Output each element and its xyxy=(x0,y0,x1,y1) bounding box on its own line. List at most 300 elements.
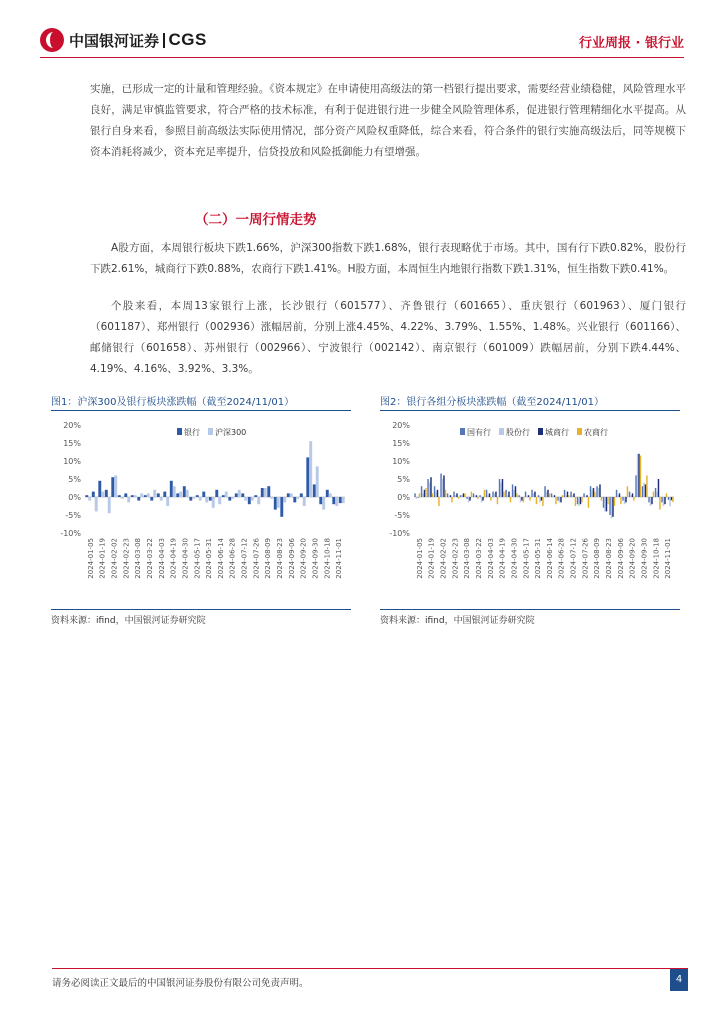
bar-2-2-26 xyxy=(586,495,587,497)
bar-2-0-4 xyxy=(440,474,441,497)
bar-1-0-4 xyxy=(111,477,114,497)
bar-2-3-35 xyxy=(646,475,647,497)
y-tick-label: 0% xyxy=(68,493,81,502)
bar-1-1-19 xyxy=(212,497,215,508)
x-tick-label: 2024-10-18 xyxy=(652,538,661,579)
page-number: 4 xyxy=(670,969,688,991)
bar-2-0-3 xyxy=(434,486,435,497)
bar-2-3-38 xyxy=(666,493,667,497)
x-tick-label: 2024-04-30 xyxy=(510,538,519,579)
bar-2-2-0 xyxy=(417,497,418,498)
bar-2-2-39 xyxy=(671,497,672,500)
x-tick-label: 2024-05-17 xyxy=(522,538,531,579)
figure-1-chart xyxy=(51,413,351,607)
bar-2-3-16 xyxy=(523,497,524,502)
bar-1-1-32 xyxy=(296,497,299,499)
bar-2-1-28 xyxy=(598,488,599,497)
bar-2-1-27 xyxy=(591,490,592,497)
paragraph-stock-movers: 个股来看，本周13家银行上涨，长沙银行（601577）、齐鲁银行（601665）、重庆银行（601963）、厦门银行（601187）、郑州银行（002936）涨幅居前，分别上涨4.45%、4.22%、3.79%、1.55%、1.48%。兴业银行（601166）、邮储银行（601658）、苏州银行（002966）、宁波银行（002142）、南京银行（601009）跌幅居前，分别下跌4.44%、4.19%、4.16%、3.92%、3.3%。 xyxy=(90,300,686,375)
bar-2-0-23 xyxy=(564,490,565,497)
bar-1-0-33 xyxy=(300,493,303,497)
bar-1-1-12 xyxy=(166,497,169,506)
x-tick-label: 2024-05-31 xyxy=(205,538,214,579)
bar-1-0-1 xyxy=(92,492,95,497)
bar-2-3-3 xyxy=(438,497,439,506)
x-tick-label: 2024-07-26 xyxy=(581,538,590,579)
report-type: 行业周报 · 银行业 xyxy=(579,36,684,51)
bar-1-1-15 xyxy=(186,490,189,497)
bar-2-1-6 xyxy=(455,495,456,497)
bar-2-1-9 xyxy=(474,497,475,498)
bar-2-3-29 xyxy=(607,497,608,504)
bar-2-3-30 xyxy=(614,497,615,506)
bar-1-1-7 xyxy=(134,495,137,497)
bar-1-0-26 xyxy=(254,495,257,497)
bar-2-0-0 xyxy=(414,493,415,497)
bar-2-3-0 xyxy=(419,493,420,497)
bar-2-1-3 xyxy=(435,492,436,497)
bar-2-1-32 xyxy=(624,497,625,504)
logo-chinese-name: 中国银河证券 xyxy=(69,31,160,50)
bar-2-0-34 xyxy=(635,475,636,497)
bar-2-3-20 xyxy=(549,493,550,497)
bar-1-0-3 xyxy=(105,490,108,497)
y-tick-label: -5% xyxy=(394,511,410,520)
bar-2-1-31 xyxy=(617,495,618,497)
bar-2-0-15 xyxy=(512,484,513,497)
galaxy-logo-icon xyxy=(40,28,64,52)
x-tick-label: 2024-07-12 xyxy=(240,538,249,579)
bar-1-1-35 xyxy=(316,466,319,497)
bar-2-1-30 xyxy=(611,497,612,519)
bar-2-2-11 xyxy=(489,493,490,497)
bar-2-1-8 xyxy=(468,497,469,502)
figure-2-title: 图2：银行各组分板块涨跌幅（截至2024/11/01） xyxy=(380,393,680,411)
bar-2-3-39 xyxy=(672,497,673,502)
bar-2-2-4 xyxy=(443,475,444,497)
bar-2-3-13 xyxy=(503,492,504,497)
bar-2-3-22 xyxy=(562,495,563,497)
bar-2-0-6 xyxy=(453,492,454,497)
bar-1-0-13 xyxy=(170,481,173,497)
y-tick-label: -10% xyxy=(389,529,410,538)
figure-1 xyxy=(51,393,351,627)
bar-2-2-2 xyxy=(430,477,431,497)
bar-1-1-25 xyxy=(251,497,254,501)
bar-2-1-39 xyxy=(669,497,670,506)
bar-2-2-6 xyxy=(456,493,457,497)
bar-2-2-16 xyxy=(521,497,522,501)
bar-1-0-2 xyxy=(98,481,101,497)
bar-1-1-16 xyxy=(192,497,195,499)
bar-2-0-29 xyxy=(603,497,604,508)
bar-2-1-10 xyxy=(481,497,482,502)
bar-1-0-20 xyxy=(215,490,218,497)
bar-2-0-5 xyxy=(447,493,448,497)
bar-2-3-2 xyxy=(432,493,433,497)
x-tick-label: 2024-09-30 xyxy=(311,538,320,579)
bar-2-0-16 xyxy=(518,495,519,497)
bar-1-0-25 xyxy=(248,497,251,504)
bar-2-2-5 xyxy=(450,495,451,497)
bar-2-2-22 xyxy=(560,497,561,502)
bar-1-1-5 xyxy=(121,497,124,499)
bar-1-0-24 xyxy=(241,493,244,497)
bar-2-0-2 xyxy=(427,479,428,497)
x-tick-label: 2024-09-20 xyxy=(299,538,308,579)
bar-2-3-17 xyxy=(529,497,530,501)
bar-1-0-21 xyxy=(222,495,225,497)
legend-swatch xyxy=(538,428,543,435)
bar-1-1-3 xyxy=(108,497,111,513)
bar-2-0-11 xyxy=(486,490,487,497)
bar-2-0-36 xyxy=(648,497,649,502)
bar-2-2-31 xyxy=(619,493,620,497)
legend-label: 农商行 xyxy=(584,428,608,437)
bar-2-3-12 xyxy=(497,497,498,504)
x-tick-label: 2024-04-03 xyxy=(486,538,495,579)
figure-2-source: 资料来源：ifind，中国银河证券研究院 xyxy=(380,609,680,627)
x-tick-label: 2024-09-06 xyxy=(616,538,625,579)
x-tick-label: 2024-01-19 xyxy=(427,538,436,579)
y-tick-label: -5% xyxy=(65,511,81,520)
bar-2-2-34 xyxy=(638,454,639,497)
company-logo xyxy=(40,28,207,52)
x-tick-label: 2024-05-17 xyxy=(193,538,202,579)
bar-2-2-30 xyxy=(612,497,613,517)
bar-1-1-26 xyxy=(257,497,260,504)
y-tick-label: 5% xyxy=(68,475,81,484)
bar-2-2-36 xyxy=(651,497,652,504)
bar-2-1-5 xyxy=(448,497,449,498)
bar-2-1-4 xyxy=(442,479,443,497)
y-tick-label: 10% xyxy=(392,457,410,466)
bar-2-0-25 xyxy=(577,497,578,504)
bar-1-0-22 xyxy=(228,497,231,501)
legend-label: 城商行 xyxy=(545,428,569,437)
bar-1-1-21 xyxy=(225,492,228,497)
bar-1-0-16 xyxy=(189,497,192,501)
bar-2-0-7 xyxy=(460,495,461,497)
bar-2-2-28 xyxy=(599,484,600,497)
bar-1-0-14 xyxy=(176,493,179,497)
bar-1-0-36 xyxy=(319,497,322,504)
x-tick-label: 2024-01-05 xyxy=(415,538,424,579)
x-tick-label: 2024-06-28 xyxy=(228,538,237,579)
x-tick-label: 2024-07-26 xyxy=(252,538,261,579)
bar-2-2-35 xyxy=(645,484,646,497)
y-tick-label: -10% xyxy=(60,529,81,538)
bar-2-3-24 xyxy=(575,497,576,506)
bar-1-1-13 xyxy=(173,486,176,497)
x-tick-label: 2024-04-19 xyxy=(169,538,178,579)
bar-2-0-13 xyxy=(499,479,500,497)
x-tick-label: 2024-11-01 xyxy=(664,538,673,579)
page-header xyxy=(40,24,684,58)
bar-2-3-10 xyxy=(484,490,485,497)
bar-2-2-20 xyxy=(547,490,548,497)
bar-1-1-11 xyxy=(160,497,163,501)
bar-2-1-34 xyxy=(637,454,638,497)
x-tick-label: 2024-03-22 xyxy=(475,538,483,579)
x-tick-label: 2024-09-30 xyxy=(640,538,649,579)
bar-2-3-15 xyxy=(516,493,517,497)
bar-2-3-8 xyxy=(471,492,472,497)
bar-2-0-32 xyxy=(622,497,623,501)
paragraph-market-overview: A股方面，本周银行板块下跌1.66%，沪深300指数下跌1.68%，银行表现略优于市场。其中，国有行下跌0.82%，股份行下跌2.61%，城商行下跌0.88%，农商行下跌1.41%。H股方面，本周恒生内地银行指数下跌1.31%，恒生指数下跌0.41%。 xyxy=(90,242,686,275)
bar-2-0-28 xyxy=(596,486,597,497)
bar-1-1-4 xyxy=(114,475,117,497)
bar-1-1-17 xyxy=(199,497,202,501)
bar-1-0-37 xyxy=(326,490,329,497)
bar-2-1-21 xyxy=(552,497,553,498)
x-tick-label: 2024-01-05 xyxy=(86,538,95,579)
bar-2-2-32 xyxy=(625,497,626,502)
x-tick-label: 2024-10-18 xyxy=(323,538,332,579)
x-tick-label: 2024-01-19 xyxy=(98,538,107,579)
bar-2-2-8 xyxy=(469,497,470,501)
bar-2-1-0 xyxy=(416,497,417,499)
bar-1-0-7 xyxy=(131,495,134,497)
bar-1-0-31 xyxy=(287,493,290,497)
bar-1-1-33 xyxy=(303,497,306,506)
bar-2-0-10 xyxy=(479,495,480,497)
bar-2-2-33 xyxy=(632,493,633,497)
bar-2-2-23 xyxy=(567,492,568,497)
bar-1-0-6 xyxy=(124,493,127,497)
bar-1-0-11 xyxy=(157,493,160,497)
bar-2-3-36 xyxy=(653,492,654,497)
bar-2-2-12 xyxy=(495,492,496,497)
legend-swatch xyxy=(460,428,465,435)
bar-2-3-27 xyxy=(594,492,595,497)
x-tick-label: 2024-06-14 xyxy=(545,538,554,579)
bar-1-1-38 xyxy=(335,497,338,506)
bar-2-0-19 xyxy=(538,495,539,497)
bar-1-1-30 xyxy=(283,497,286,502)
x-tick-label: 2024-04-19 xyxy=(498,538,507,579)
bar-2-1-18 xyxy=(533,493,534,497)
bar-2-0-37 xyxy=(655,488,656,497)
bar-2-1-12 xyxy=(494,493,495,497)
legend-label: 银行 xyxy=(184,428,200,437)
bar-2-0-24 xyxy=(570,492,571,497)
bar-1-0-10 xyxy=(150,497,153,501)
bar-1-1-39 xyxy=(342,497,345,503)
y-tick-label: 20% xyxy=(392,421,410,430)
bar-2-0-17 xyxy=(525,492,526,497)
bar-1-1-22 xyxy=(231,497,234,499)
bar-2-0-9 xyxy=(473,493,474,497)
x-tick-label: 2024-08-23 xyxy=(276,538,284,579)
x-tick-label: 2024-08-09 xyxy=(264,538,273,579)
bar-1-0-12 xyxy=(163,492,166,497)
bar-2-0-8 xyxy=(466,497,467,499)
bar-1-0-5 xyxy=(118,495,121,497)
bar-1-1-0 xyxy=(88,497,91,501)
bar-2-1-20 xyxy=(546,492,547,497)
bar-2-1-22 xyxy=(559,497,560,502)
bar-2-0-27 xyxy=(590,486,591,497)
bar-2-1-24 xyxy=(572,495,573,497)
bar-2-1-14 xyxy=(507,495,508,497)
x-tick-label: 2024-09-06 xyxy=(287,538,296,579)
paragraph-capital-rules: 实施，已形成一定的计量和管理经验。《资本规定》在申请使用高级法的第一档银行提出要求，需要经营业绩稳健，风险管理水平良好，满足审慎监管要求，符合严格的技术标准，有利于促进银行进一步健全风险管理体系，促进银行管理精细化水平提高。从银行自身来看，参照目前高级法实际使用情况，部分资产风险权重降低，综合来看，符合条件的银行实施高级法后，同等规模下资本消耗将减少，资本充足率提升，信贷投放和风险抵御能力有望增强。 xyxy=(90,83,686,158)
bar-2-0-38 xyxy=(661,497,662,502)
bar-1-0-34 xyxy=(306,457,309,497)
bar-2-3-5 xyxy=(451,497,452,502)
logo-divider xyxy=(163,33,165,48)
bar-1-0-28 xyxy=(267,486,270,497)
bar-2-2-1 xyxy=(424,490,425,497)
bar-1-0-39 xyxy=(339,497,342,503)
bar-1-0-29 xyxy=(274,497,277,510)
bar-2-3-25 xyxy=(581,497,582,502)
bar-1-1-1 xyxy=(95,497,98,511)
x-tick-label: 2024-04-30 xyxy=(181,538,190,579)
bar-2-2-10 xyxy=(482,497,483,501)
bar-2-3-23 xyxy=(568,495,569,497)
legend-label: 股份行 xyxy=(506,428,530,437)
bar-2-3-33 xyxy=(633,497,634,501)
bar-2-3-18 xyxy=(536,497,537,504)
bar-2-1-29 xyxy=(604,497,605,511)
bar-1-0-15 xyxy=(183,486,186,497)
bar-2-3-11 xyxy=(490,497,491,501)
bar-2-0-21 xyxy=(551,493,552,497)
bar-2-2-7 xyxy=(463,493,464,497)
bar-2-1-16 xyxy=(520,497,521,502)
x-tick-label: 2024-08-09 xyxy=(593,538,602,579)
bar-2-3-34 xyxy=(640,456,641,497)
bar-2-3-6 xyxy=(458,497,459,499)
bar-2-1-11 xyxy=(487,495,488,497)
bar-2-2-14 xyxy=(508,492,509,497)
legend-swatch xyxy=(499,428,504,435)
x-tick-label: 2024-08-23 xyxy=(605,538,613,579)
x-tick-label: 2024-02-02 xyxy=(439,538,448,579)
bar-1-0-17 xyxy=(196,495,199,497)
bar-1-0-27 xyxy=(261,488,264,497)
bar-1-1-36 xyxy=(322,497,325,510)
bar-2-3-19 xyxy=(542,497,543,506)
bar-2-2-9 xyxy=(476,495,477,497)
bar-2-2-19 xyxy=(541,497,542,501)
figure-2 xyxy=(380,393,680,627)
bar-2-0-12 xyxy=(492,492,493,497)
bar-1-0-32 xyxy=(293,497,296,502)
bar-2-0-39 xyxy=(668,497,669,500)
bar-2-0-35 xyxy=(642,486,643,497)
bar-1-0-19 xyxy=(209,497,212,501)
bar-2-2-25 xyxy=(580,497,581,504)
bar-2-3-9 xyxy=(477,497,478,499)
figure-1-source: 资料来源：ifind，中国银河证券研究院 xyxy=(51,609,351,627)
bar-2-3-32 xyxy=(627,486,628,497)
x-tick-label: 2024-03-08 xyxy=(463,538,472,579)
bar-2-2-17 xyxy=(528,495,529,497)
y-tick-label: 10% xyxy=(63,457,81,466)
bar-2-1-25 xyxy=(578,497,579,506)
bar-2-2-15 xyxy=(515,486,516,497)
bar-2-2-27 xyxy=(593,488,594,497)
bar-2-1-37 xyxy=(656,492,657,497)
bar-2-3-7 xyxy=(464,493,465,497)
bar-1-1-34 xyxy=(309,441,312,497)
y-tick-label: 0% xyxy=(397,493,410,502)
bar-1-1-6 xyxy=(127,497,130,502)
x-tick-label: 2024-03-08 xyxy=(134,538,143,579)
bar-2-0-1 xyxy=(421,486,422,497)
x-tick-label: 2024-06-14 xyxy=(216,538,225,579)
bar-2-0-18 xyxy=(531,490,532,497)
bar-1-1-9 xyxy=(147,493,150,497)
bar-2-3-26 xyxy=(588,497,589,508)
bar-2-0-22 xyxy=(557,497,558,501)
bar-1-1-8 xyxy=(140,493,143,497)
bar-2-1-17 xyxy=(526,497,527,498)
bar-1-0-8 xyxy=(137,497,140,501)
x-tick-label: 2024-04-03 xyxy=(157,538,166,579)
bar-2-3-14 xyxy=(510,497,511,502)
figure-2-chart xyxy=(380,413,680,607)
bar-2-2-21 xyxy=(554,495,555,497)
bar-2-1-26 xyxy=(585,497,586,498)
bar-2-2-18 xyxy=(534,492,535,497)
bar-2-0-33 xyxy=(629,492,630,497)
y-tick-label: 15% xyxy=(392,439,410,448)
bar-1-0-35 xyxy=(313,484,316,497)
legend-swatch xyxy=(208,428,213,435)
x-tick-label: 2024-03-22 xyxy=(146,538,154,579)
bar-2-0-26 xyxy=(583,493,584,497)
bar-1-1-20 xyxy=(218,497,221,504)
bar-1-0-23 xyxy=(235,493,238,497)
bar-2-1-36 xyxy=(650,497,651,506)
x-tick-label: 2024-09-20 xyxy=(628,538,637,579)
bar-1-1-31 xyxy=(290,493,293,497)
bar-2-3-1 xyxy=(425,488,426,497)
x-tick-label: 2024-07-12 xyxy=(569,538,578,579)
bar-2-3-4 xyxy=(445,490,446,497)
bar-2-1-19 xyxy=(539,497,540,502)
bar-2-2-37 xyxy=(658,479,659,497)
footer-disclaimer: 请务必阅读正文最后的中国银河证券股份有限公司免责声明。 xyxy=(52,978,309,989)
bar-1-0-30 xyxy=(280,497,283,517)
legend-swatch xyxy=(177,428,182,435)
page-footer xyxy=(52,968,688,990)
bar-2-0-20 xyxy=(544,486,545,497)
bar-2-3-28 xyxy=(601,497,602,501)
bar-2-1-7 xyxy=(461,495,462,497)
figure-1-title: 图1：沪深300及银行板块涨跌幅（截至2024/11/01） xyxy=(51,393,351,411)
bar-1-1-18 xyxy=(205,497,208,502)
bar-1-0-9 xyxy=(144,495,147,497)
bar-1-1-14 xyxy=(179,492,182,497)
bar-2-1-23 xyxy=(565,495,566,497)
bar-2-2-29 xyxy=(606,497,607,511)
bar-1-0-0 xyxy=(85,495,88,497)
y-tick-label: 20% xyxy=(63,421,81,430)
bar-2-2-38 xyxy=(664,497,665,504)
bar-1-1-23 xyxy=(238,490,241,497)
bar-2-3-37 xyxy=(659,497,660,510)
x-tick-label: 2024-02-23 xyxy=(451,538,460,579)
bar-1-0-18 xyxy=(202,492,205,497)
bar-1-1-24 xyxy=(244,497,247,501)
bar-2-2-3 xyxy=(437,490,438,497)
bar-2-3-31 xyxy=(620,497,621,504)
